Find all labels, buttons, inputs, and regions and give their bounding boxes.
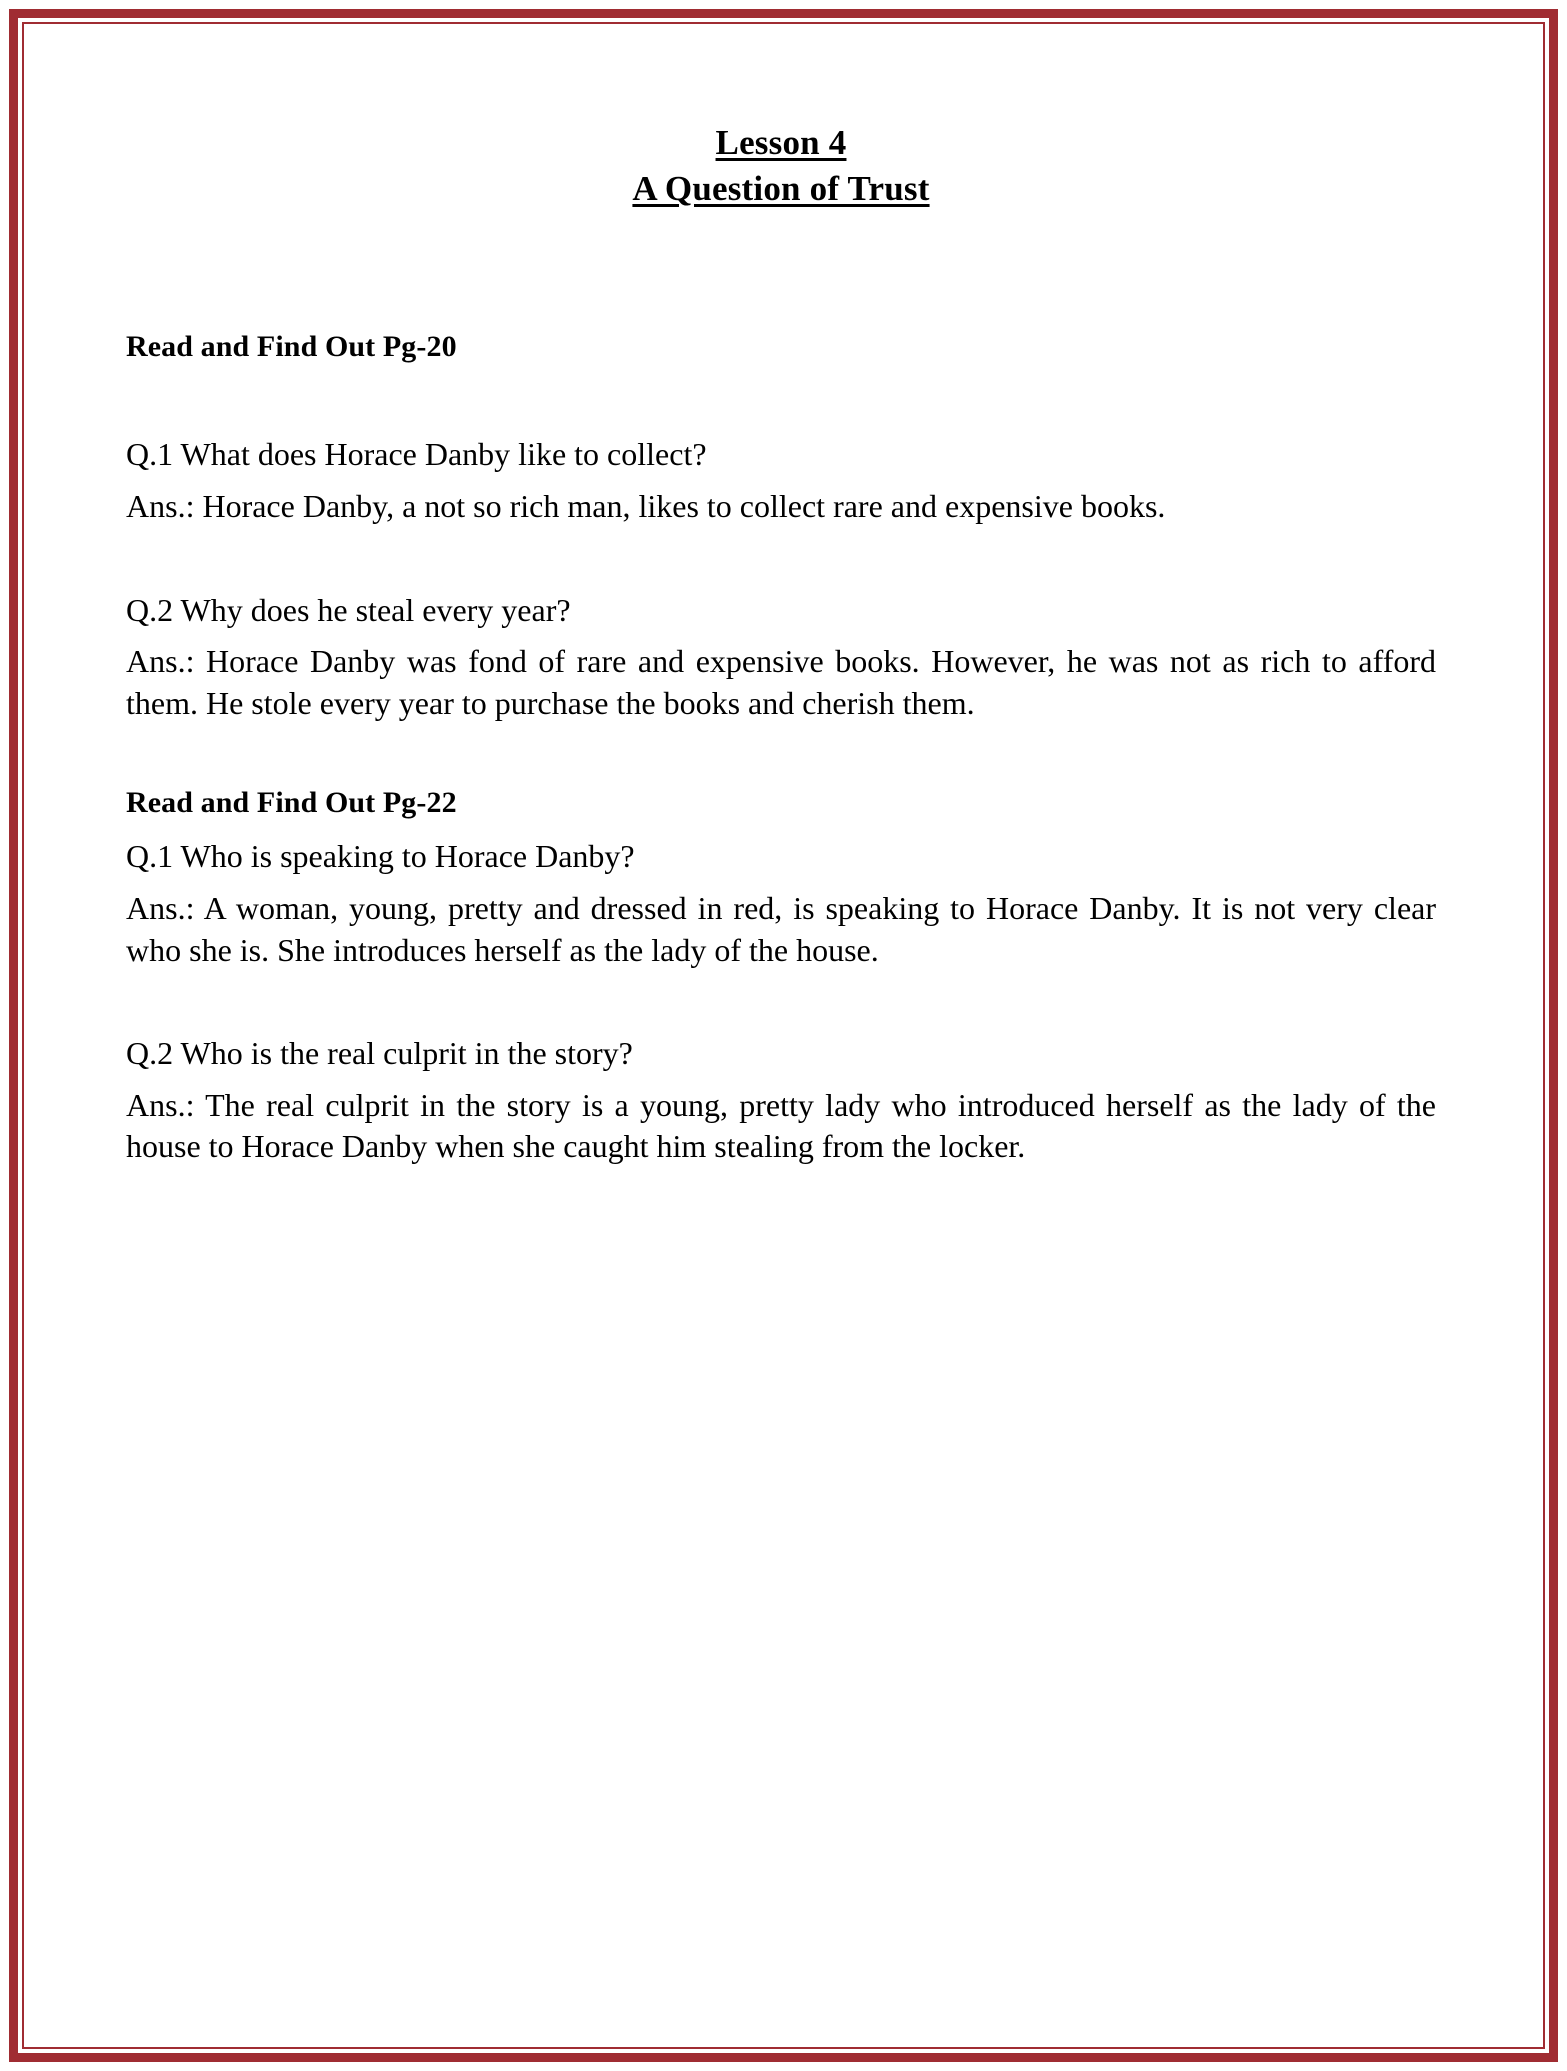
section-read-and-find-out-pg-22 bbox=[126, 786, 1436, 1168]
spacer-after-heading bbox=[126, 364, 1436, 434]
spacer-after-heading bbox=[126, 820, 1436, 836]
spacer-question-answer bbox=[126, 878, 1436, 888]
title-line-2-text: A Question of Trust bbox=[632, 169, 930, 209]
title-line-1 bbox=[126, 120, 1436, 166]
title-line-2 bbox=[126, 166, 1436, 212]
spacer-question-answer bbox=[126, 1075, 1436, 1085]
answer-text: Ans.: Horace Danby, a not so rich man, likes to collect rare and expensive books. bbox=[126, 487, 1166, 524]
spacer-between-items bbox=[126, 971, 1436, 1033]
answer-text: Ans.: A woman, young, pretty and dressed in red, is speaking to Horace Danby. It is not very clear who she is. She introduces herself as the lady of the house. bbox=[126, 889, 1436, 968]
answer-text: Ans.: The real culprit in the story is a young, pretty lady who introduced herself as the lady of the house to Horace Danby when she caught him stealing from the locker. bbox=[126, 1086, 1436, 1165]
spacer-after-title bbox=[126, 212, 1436, 330]
spacer-between-sections bbox=[126, 724, 1436, 786]
document-title bbox=[126, 120, 1436, 212]
answer-text: Ans.: Horace Danby was fond of rare and expensive books. However, he was not as rich to afford them. He stole every year to purchase the books and cherish them. bbox=[126, 643, 1436, 721]
question-text: Q.1 What does Horace Danby like to collect? bbox=[126, 436, 707, 473]
section-read-and-find-out-pg-20 bbox=[126, 330, 1436, 724]
title-line-1-text: Lesson 4 bbox=[715, 123, 847, 162]
spacer-between-items bbox=[126, 528, 1436, 590]
section-heading: Read and Find Out Pg-22 bbox=[126, 786, 457, 820]
question-text: Q.2 Who is the real culprit in the story? bbox=[126, 1035, 633, 1072]
document-content bbox=[126, 120, 1436, 1168]
spacer-question-answer bbox=[126, 631, 1436, 641]
question-text: Q.1 Who is speaking to Horace Danby? bbox=[126, 838, 635, 875]
spacer-question-answer bbox=[126, 476, 1436, 486]
question-text: Q.2 Why does he steal every year? bbox=[126, 591, 571, 628]
section-heading: Read and Find Out Pg-20 bbox=[126, 330, 457, 364]
